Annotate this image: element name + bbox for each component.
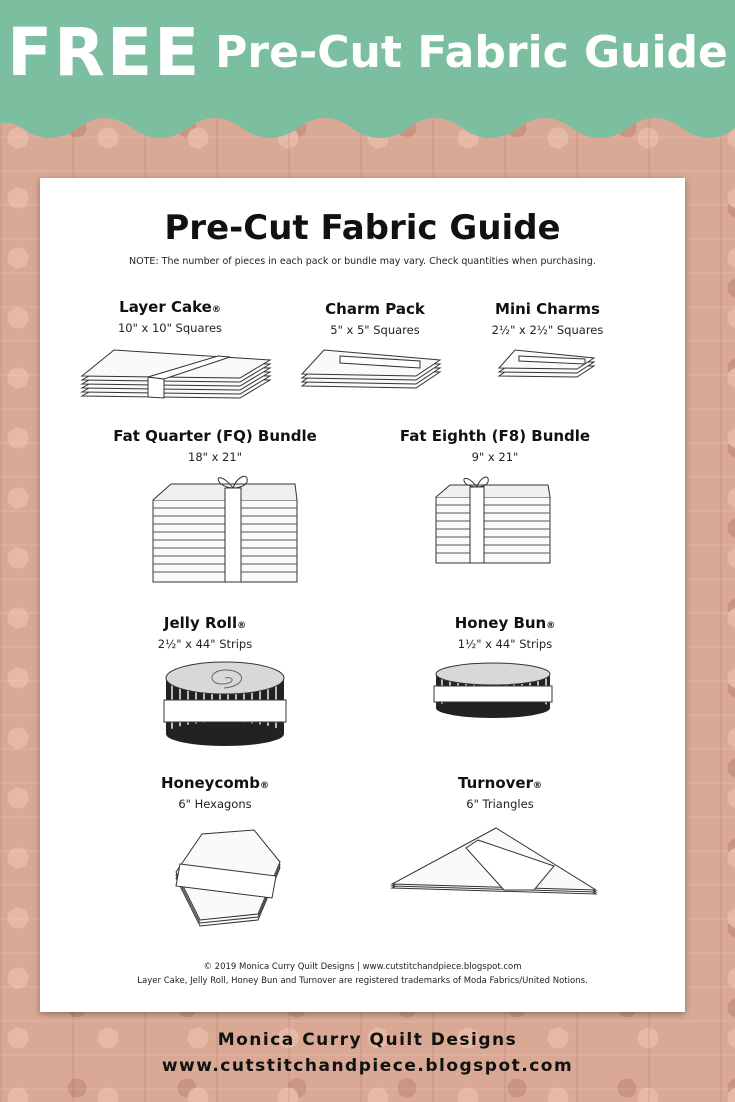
footer-trademarks: Layer Cake, Jelly Roll, Honey Bun and Turnover are registered trademarks of Moda Fabrics/United Notions. [137, 976, 588, 986]
item-name-text: Charm Pack [325, 300, 425, 318]
item-charm-pack-size: 5" x 5" Squares [330, 323, 420, 337]
item-name-text: Layer Cake [119, 298, 212, 316]
item-name-text: Honey Bun [454, 614, 547, 632]
item-turnover-name [410, 774, 590, 792]
item-turnover-size: 6" Triangles [466, 797, 534, 811]
item-name-text: Mini Charms [495, 300, 600, 318]
mini-charms-icon [497, 346, 597, 380]
item-name-text: Turnover [458, 774, 533, 792]
item-honeycomb-size: 6" Hexagons [178, 797, 252, 811]
item-mini-charms-name [470, 300, 625, 318]
item-fat-quarter-bundle-name [100, 427, 330, 445]
item-charm-pack-name [295, 300, 455, 318]
item-layer-cake-size: 10" x 10" Squares [117, 321, 223, 335]
credit-designer: Monica Curry Quilt Designs [217, 1030, 518, 1050]
item-layer-cake-name [85, 298, 255, 316]
banner-title-label: Pre-Cut Fabric Guide [215, 27, 728, 78]
item-honey-bun-name [420, 614, 590, 632]
quantity-note: NOTE: The number of pieces in each pack or bundle may vary. Check quantities when purchasing. [129, 256, 596, 267]
honeycomb-icon [168, 818, 288, 928]
item-name-text: Jelly Roll [163, 614, 238, 632]
registered-mark: ® [237, 621, 247, 631]
item-jelly-roll-name [120, 614, 290, 632]
banner-free-label: FREE [7, 14, 202, 91]
sheet-title: Pre-Cut Fabric Guide [164, 208, 561, 248]
registered-mark: ® [546, 621, 556, 631]
item-fat-eighth-bundle-size: 9" x 21" [471, 450, 519, 464]
item-name-text: Fat Quarter (FQ) Bundle [113, 427, 317, 445]
honey-bun-icon [432, 660, 554, 722]
registered-mark: ® [533, 781, 542, 791]
item-fat-quarter-bundle-size: 18" x 21" [188, 450, 242, 464]
item-name-text: Honeycomb [160, 774, 261, 792]
charm-pack-icon [300, 348, 445, 390]
item-mini-charms-size: 2½" x 2½" Squares [491, 323, 604, 337]
header-banner [0, 0, 735, 150]
footer-copyright: © 2019 Monica Curry Quilt Designs | www.cutstitchandpiece.blogspot.com [203, 962, 522, 972]
registered-mark: ® [211, 305, 221, 315]
jelly-roll-icon [160, 658, 290, 750]
fat-quarter-bundle-icon [145, 470, 305, 588]
layer-cake-icon [78, 346, 273, 402]
item-name-text: Fat Eighth (F8) Bundle [399, 427, 591, 445]
registered-mark: ® [260, 781, 270, 791]
item-honeycomb-name [125, 774, 305, 792]
item-fat-eighth-bundle-name [380, 427, 610, 445]
turnover-icon [388, 824, 600, 896]
guide-sheet [40, 178, 685, 1012]
item-jelly-roll-size: 2½" x 44" Strips [157, 637, 253, 651]
item-honey-bun-size: 1½" x 44" Strips [457, 637, 553, 651]
banner-heading [0, 14, 735, 91]
credit-website: www.cutstitchandpiece.blogspot.com [161, 1056, 574, 1076]
fat-eighth-bundle-icon [430, 473, 555, 569]
